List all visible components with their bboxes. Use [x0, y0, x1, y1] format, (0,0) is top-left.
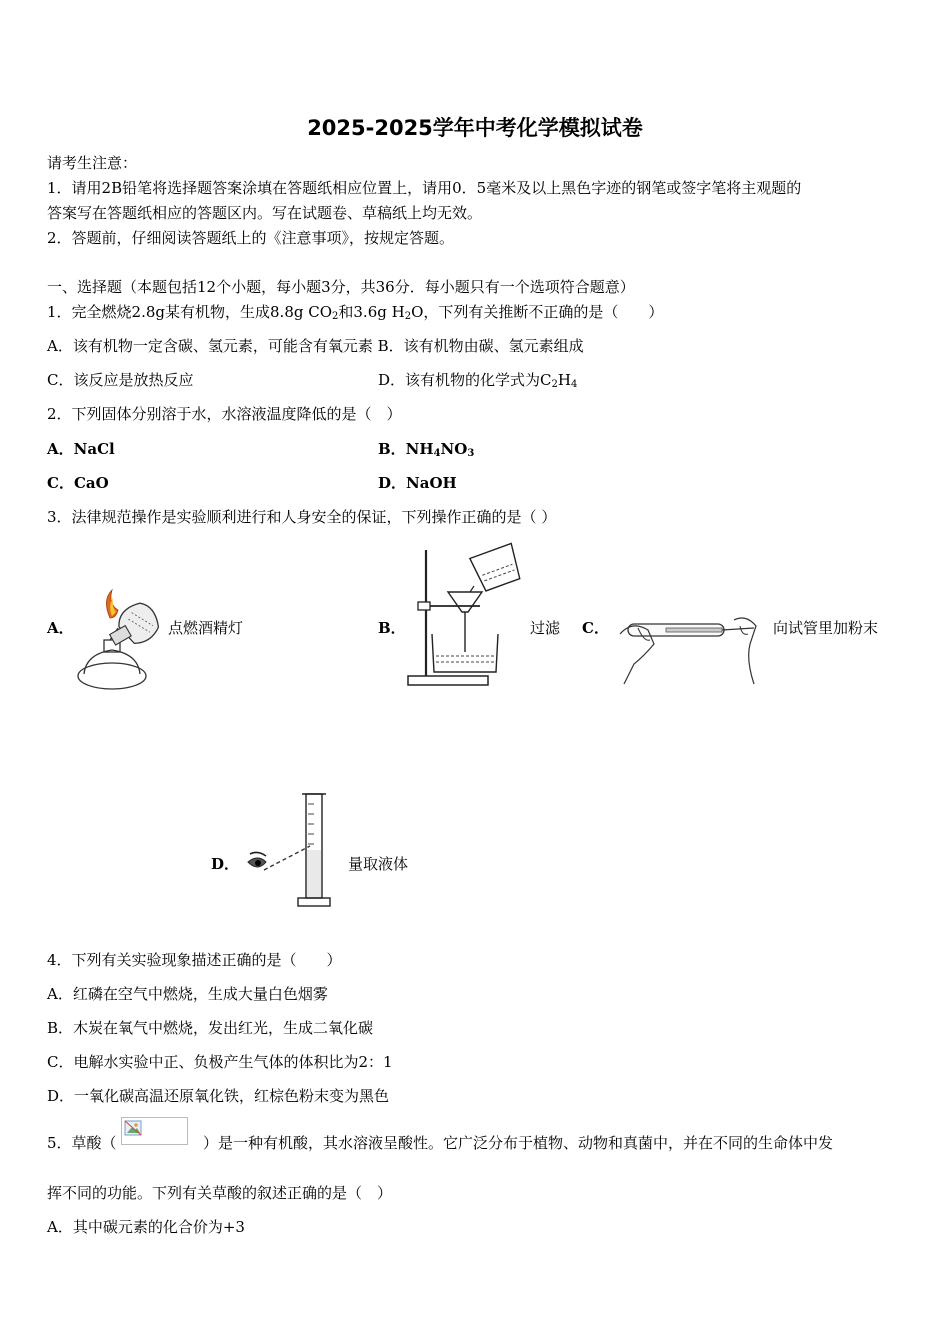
notice-heading: 请考生注意： — [47, 154, 138, 172]
q4-option-b: B．木炭在氧气中燃烧，发出红光，生成二氧化碳 — [47, 1019, 374, 1037]
q5-option-a: A．其中碳元素的化合价为+3 — [47, 1218, 245, 1236]
q3-option-c-text: 向试管里加粉末 — [773, 619, 879, 637]
graduated-cylinder-figure — [244, 790, 334, 910]
q4-stem: 4．下列有关实验现象描述正确的是（ ） — [47, 951, 342, 969]
q5-stem-end: 挥不同的功能。下列有关草酸的叙述正确的是（ ） — [47, 1184, 393, 1202]
q5-stem-middle: ）是一种有机酸，其水溶液呈酸性。它广泛分布于植物、动物和真菌中，并在不同的生命体中发 — [203, 1134, 834, 1152]
q2-option-b: B．$NH_4NO_3$ — [378, 440, 475, 459]
filtration-apparatus-figure — [404, 540, 530, 690]
section-heading: 一、选择题（本题包括12个小题，每小题3分，共36分．每小题只有一个选项符合题意） — [47, 278, 635, 296]
q2-option-d: D．NaOH — [378, 474, 457, 492]
q1-stem: 1．完全燃烧2.8g某有机物，生成8.8g $CO_2$和3.6g $H_2O$，下列有关推断不正确的是（ ） — [47, 303, 664, 322]
notice-line-1b: 答案写在答题纸相应的答题区内。写在试题卷、草稿纸上均无效。 — [47, 204, 483, 222]
alcohol-lamp-figure — [72, 588, 168, 694]
page-title: 2025-2025学年中考化学模拟试卷 — [307, 116, 643, 140]
q3-stem: 3．法律规范操作是实验顺利进行和人身安全的保证，下列操作正确的是（ ） — [47, 508, 557, 526]
q3-option-d-label: D． — [211, 855, 240, 873]
notice-line-1a: 1．请用2B铅笔将选择题答案涂填在答题纸相应位置上，请用0．5毫米及以上黑色字迹的钢笔或签字笔将主观题的 — [47, 179, 802, 197]
q3-option-a-label: A． — [47, 619, 74, 637]
q5-stem-start: 5．草酸（ — [47, 1134, 117, 1152]
q2-option-a: A．NaCl — [47, 440, 115, 458]
q4-option-c: C．电解水实验中正、负极产生气体的体积比为2：1 — [47, 1053, 393, 1071]
q3-option-b-label: B． — [378, 619, 406, 637]
q3-option-d-text: 量取液体 — [348, 855, 409, 873]
q3-option-b-text: 过滤 — [530, 619, 561, 637]
q1-option-a: A．该有机物一定含碳、氢元素，可能含有氧元素 B．该有机物由碳、氢元素组成 — [47, 337, 584, 355]
broken-image-icon — [124, 1120, 144, 1138]
q4-option-d: D．一氧化碳高温还原氧化铁，红棕色粉末变为黑色 — [47, 1087, 390, 1105]
q2-option-c: C．CaO — [47, 474, 109, 492]
q3-option-a-text: 点燃酒精灯 — [168, 619, 244, 637]
notice-line-2: 2．答题前，仔细阅读答题纸上的《注意事项》，按规定答题。 — [47, 229, 455, 247]
q1-option-c: C．该反应是放热反应 — [47, 371, 194, 389]
q1-option-d: D．该有机物的化学式为$C_2H_4$ — [378, 371, 578, 390]
q4-option-a: A．红磷在空气中燃烧，生成大量白色烟雾 — [47, 985, 328, 1003]
q3-option-c-label: C． — [582, 619, 609, 637]
q2-stem: 2．下列固体分别溶于水，水溶液温度降低的是（ ） — [47, 405, 402, 423]
oxalic-acid-image-placeholder — [121, 1117, 188, 1145]
test-tube-powder-figure — [614, 604, 770, 686]
